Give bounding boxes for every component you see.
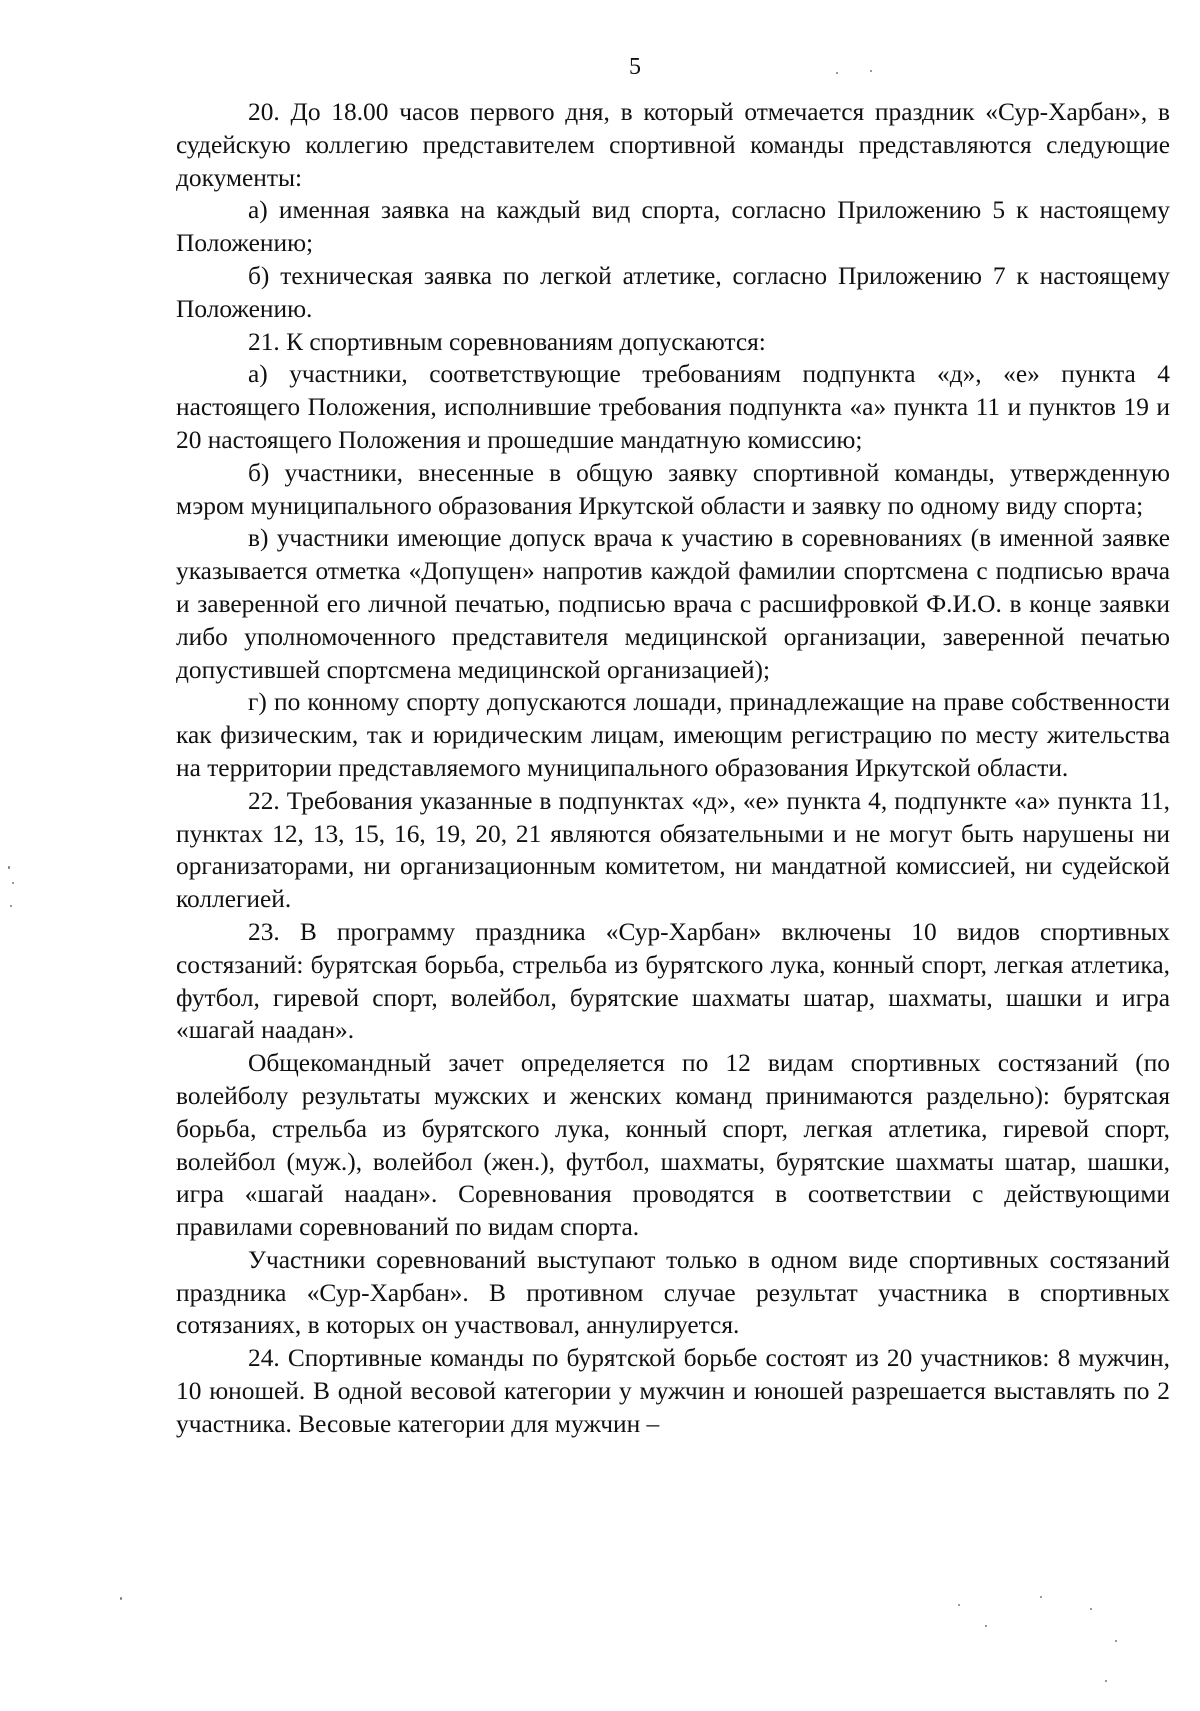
document-body — [176, 96, 1170, 1441]
scan-speck — [1040, 1596, 1042, 1598]
scan-speck — [958, 1604, 960, 1606]
paragraph-24: 24. Спортивные команды по бурятской борьбе состоят из 20 участников: 8 мужчин, 10 юношей. В одной весовой категории у мужчин и юношей разрешается выставлять по 2 участника. Весовые категории для мужчин – — [176, 1344, 1170, 1438]
paragraph-21-a: а) участники, соответствующие требованиям подпункта «д», «е» пункта 4 настоящего Положения, исполнившие требования подпункта «а» пункта 11 и пунктов 19 и 20 настоящего Положения и прошедшие мандатную комиссию; — [176, 360, 1170, 454]
scan-speck — [870, 70, 872, 72]
paragraph-participants: Участники соревнований выступают только в одном виде спортивных состязаний праздника «Сур-Харбан». В противном случае результат участника в спортивных сотязаниях, в которых он участвовал, аннулируется. — [176, 1245, 1170, 1340]
scan-speck — [8, 866, 10, 869]
paragraph-21-b: б) участники, внесенные в общую заявку спортивной команды, утвержденную мэром муниципального образования Иркутской области и заявку по одному виду спорта; — [176, 458, 1170, 520]
paragraph-22: 22. Требования указанные в подпунктах «д», «е» пункта 4, подпункте «а» пункта 11, пунктах 12, 13, 15, 16, 19, 20, 21 являются обязательными и не могут быть нарушены ни организаторами, ни организационным комитетом, ни мандатной комиссией, ни судейской коллегией. — [176, 786, 1170, 914]
scan-speck — [1105, 1680, 1107, 1682]
scan-speck — [985, 1625, 987, 1627]
paragraph-21: 21. К спортивным соревнованиям допускаются: — [248, 327, 766, 356]
scan-speck — [1090, 1608, 1092, 1610]
paragraph-20-b: б) техническая заявка по легкой атлетике, согласно Приложению 7 к настоящему Положению. — [176, 261, 1170, 323]
scan-speck — [12, 882, 14, 884]
scan-speck — [836, 72, 838, 74]
scan-speck — [10, 905, 12, 907]
paragraph-team-score: Общекомандный зачет определяется по 12 видам спортивных состязаний (по волейболу результаты мужских и женских команд принимаются раздельно): бурятская борьба, стрельба из бурятского лука, конный спорт, легкая атлетика, гиревой спорт, волейбол (муж.), волейбол (жен.), футбол, шахматы, бурятские шахматы шатар, шашки, игра «шагай наадан». Соревнования проводятся в соответствии с действующими правилами соревнований по видам спорта. — [176, 1049, 1170, 1242]
paragraph-20-a: а) именная заявка на каждый вид спорта, согласно Приложению 5 к настоящему Положению; — [176, 196, 1170, 258]
scan-speck — [1115, 1640, 1117, 1642]
paragraph-20: 20. До 18.00 часов первого дня, в который отмечается праздник «Сур-Харбан», в судейскую коллегию представителем спортивной команды представляются следующие документы: — [176, 98, 1170, 192]
page-number: 5 — [629, 54, 641, 80]
paragraph-21-g: г) по конному спорту допускаются лошади, принадлежащие на праве собственности как физическим, так и юридическим лицам, имеющим регистрацию по месту жительства на территории представляемого муниципального образования Иркутской области. — [176, 688, 1170, 782]
paragraph-21-v: в) участники имеющие допуск врача к участию в соревнованиях (в именной заявке указывается отметка «Допущен» напротив каждой фамилии спортсмена с подписью врача и заверенной его личной печатью, подписью врача с расшифровкой Ф.И.О. в конце заявки либо уполномоченного представителя медицинской организации, заверенной печатью допустившей спортсмена медицинской организацией); — [176, 524, 1170, 684]
scan-speck — [120, 1597, 122, 1600]
paragraph-23: 23. В программу праздника «Сур-Харбан» включены 10 видов спортивных состязаний: бурятская борьба, стрельба из бурятского лука, конный спорт, легкая атлетика, футбол, гиревой спорт, волейбол, бурятские шахматы шатар, шахматы, шашки и игра «шагай наадан». — [176, 917, 1170, 1045]
